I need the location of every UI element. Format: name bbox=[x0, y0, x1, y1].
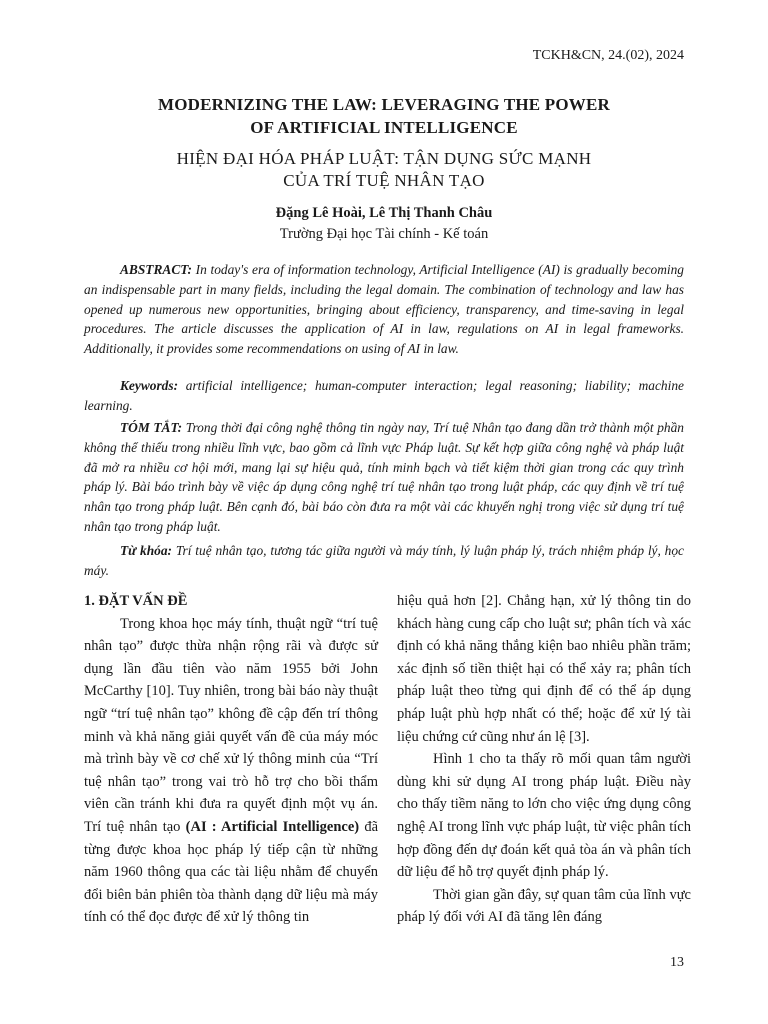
page-number: 13 bbox=[670, 955, 684, 970]
paragraph-intro-text-b: đã từng được khoa học pháp lý tiếp cận từ những năm 1960 thông qua các tài liệu nhằm để chuyển đổi biên bản phiên tòa thành dạng dữ liệu mà máy tính có thể đọc được để xử lý thông tin bbox=[84, 818, 379, 926]
title-english-line-2: OF ARTIFICIAL INTELLIGENCE bbox=[250, 118, 518, 137]
paragraph-continued: hiệu quả hơn [2]. Chẳng hạn, xử lý thông tin do khách hàng cung cấp cho luật sư; phân tích và xác định có khả năng thắng kiện bao nhiêu phần trăm; xác định số tiền thiệt hại có thể xảy ra; phân tích pháp luật theo từng qui định để có thể áp dụng pháp luật phù hợp nhất có thể; hoặc để xử lý tài liệu chứng cứ cũng như án lệ [3]. bbox=[397, 593, 691, 745]
abstract-english bbox=[84, 260, 684, 359]
paragraph-intro-text-a: Trong khoa học máy tính, thuật ngữ “trí tuệ nhân tạo” được thừa nhận rộng rãi và được sử dụng lần đầu tiên vào năm 1955 bởi John McCarthy [10]. Tuy nhiên, trong bài báo này thuật ngữ “trí tuệ nhân tạo” không đề cập đến trí thông minh và khả năng giải quyết vấn đề của máy móc mà trình bày về cơ chế xử lý thông minh của “Trí tuệ nhân tạo” trong vai trò hỗ trợ cho bồi thẩm viên cần tránh khi đưa ra quyết định một vụ án. Trí tuệ nhân tạo bbox=[84, 615, 378, 835]
authors: Đặng Lê Hoài, Lê Thị Thanh Châu bbox=[275, 205, 493, 221]
paragraph-figure-reference: Hình 1 cho ta thấy rõ mối quan tâm người dùng khi sử dụng AI trong pháp luật. Điều này cho thấy tiềm năng to lớn cho việc ứng dụng công nghệ AI trong lĩnh vực pháp luật, từ việc phân tích hợp đồng đến dự đoán kết quả tòa án và phân tích dữ liệu để hỗ trợ quyết định pháp lý. bbox=[397, 751, 691, 881]
keywords-vietnamese bbox=[84, 541, 684, 581]
title-vietnamese-line-1: HIỆN ĐẠI HÓA PHÁP LUẬT: TẬN DỤNG SỨC MẠNH bbox=[176, 149, 592, 168]
title-vietnamese-line-2: CỦA TRÍ TUỆ NHÂN TẠO bbox=[283, 171, 485, 190]
title-english bbox=[84, 93, 684, 139]
paragraph-recent-interest: Thời gian gần đây, sự quan tâm của lĩnh vực pháp lý đối với AI đã tăng lên đáng bbox=[397, 886, 691, 926]
abstract-english-text: In today's era of information technology, Artificial Intelligence (AI) is gradually becoming an indispensable part in many fields, including the legal domain. The combination of technology and law has opened up numerous new opportunities, bringing about efficiency, transparency, and time-saving in legal procedures. The article discusses the application of AI in law, regulations on AI in legal frameworks. Additionally, it provides some recommendations on using of AI in law. bbox=[84, 262, 685, 357]
keywords-english-label: Keywords: bbox=[120, 378, 179, 393]
title-vietnamese bbox=[84, 148, 684, 192]
keywords-vietnamese-label: Từ khóa: bbox=[120, 543, 173, 558]
title-english-line-1: MODERNIZING THE LAW: LEVERAGING THE POWER bbox=[157, 95, 610, 114]
abstract-english-label: ABSTRACT: bbox=[120, 262, 192, 277]
section-heading: 1. ĐẶT VẤN ĐỀ bbox=[84, 593, 188, 609]
abstract-vietnamese-text: Trong thời đại công nghệ thông tin ngày nay, Trí tuệ Nhân tạo đang dần trở thành một phần không thể thiếu trong nhiều lĩnh vực, bao gồm cả lĩnh vực Pháp luật. Sự kết hợp giữa công nghệ và pháp luật đã mở ra nhiều cơ hội mới, mang lại sự hiệu quả, tính minh bạch và tiết kiệm thời gian trong các quy trình pháp lý. Bài báo trình bày về việc áp dụng công nghệ trí tuệ nhân tạo trong luật pháp, các quy định về trí tuệ nhân tạo trong pháp luật. Bên cạnh đó, bài báo còn đưa ra một vài các khuyến nghị trong việc sử dụng trí tuệ nhân tạo trong pháp luật. bbox=[84, 420, 684, 534]
keywords-vietnamese-text: Trí tuệ nhân tạo, tương tác giữa người và máy tính, lý luận pháp lý, trách nhiệm pháp lý, học máy. bbox=[84, 543, 684, 578]
abstract-vietnamese-label: TÓM TẮT: bbox=[120, 420, 183, 435]
body-column-left bbox=[84, 590, 378, 929]
paragraph-intro bbox=[84, 613, 378, 929]
keywords-english-text: artificial intelligence; human-computer interaction; legal reasoning; liability; machine learning. bbox=[84, 378, 684, 413]
abstract-vietnamese bbox=[84, 418, 684, 537]
affiliation: Trường Đại học Tài chính - Kế toán bbox=[279, 226, 489, 242]
keywords-english bbox=[84, 376, 684, 416]
journal-citation: TCKH&CN, 24.(02), 2024 bbox=[532, 48, 684, 63]
paragraph-intro-bold-term: (AI : Artificial Intelligence) bbox=[185, 818, 360, 835]
body-column-right bbox=[397, 590, 691, 929]
